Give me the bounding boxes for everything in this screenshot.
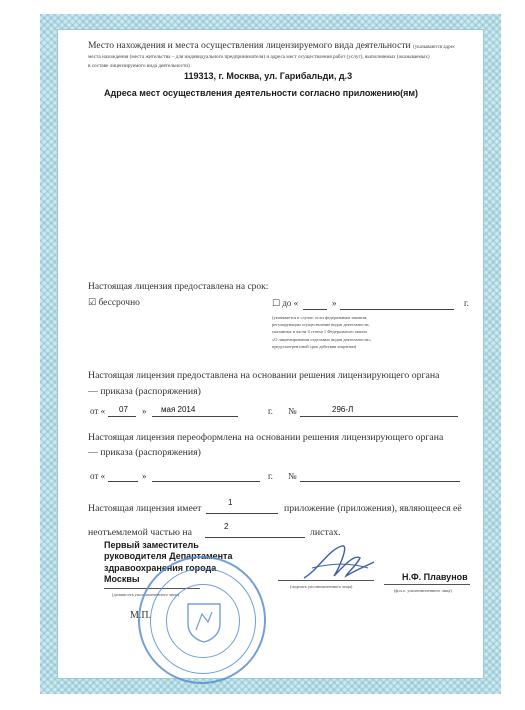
appendix-sheets-line [205,526,305,538]
until-month-line [340,298,454,310]
position-note: (должность уполномоченного лица) [112,592,180,597]
until-day-line [303,298,327,310]
basis-from-prefix: от « [90,406,106,416]
header-note-1: (указываются адрес [413,45,456,50]
term-note-line: регулирующим осуществление видов деятельности, [272,322,370,328]
term-note-line: «О лицензировании отдельных видов деятельности», [272,336,372,342]
term-note [272,314,372,350]
appendix-count-line [206,502,278,514]
seal-label: М.П. [130,610,152,621]
until-year-suffix: г. [464,298,469,308]
term-indefinite [88,298,140,308]
basis-label-1: Настоящая лицензия предоставлена на основании решения лицензирующего органа [88,370,440,381]
basis-day: 07 [119,405,128,414]
header-line1 [88,40,455,51]
reissue-from-prefix: от « [90,471,106,481]
reissue-label-2: — приказа (распоряжения) [88,447,201,458]
reissue-month-line [152,470,260,482]
appendix-text-2: приложение (приложения), являющееся её [284,503,462,514]
basis-number-line [300,405,458,417]
position-line: Первый заместитель [104,540,199,550]
addresses-line: Адреса мест осуществления деятельности согласно приложению(ям) [104,88,419,98]
indefinite-label: бессрочно [98,298,140,308]
reissue-from-close: » [142,471,147,481]
reissue-day-line [108,470,138,482]
term-label: Настоящая лицензия предоставлена на срок: [88,282,269,292]
unchecked-checkbox-icon: ☐ [272,299,281,309]
position-line: руководителя Департамента [104,551,233,562]
reissue-year-suffix: г. [268,471,273,481]
signatory-name: Н.Ф. Плавунов [402,572,468,582]
appendix-sheets: 2 [224,522,229,531]
term-note-line: (указывается в случае, если федеральным законом, [272,315,368,320]
term-note-line: предусмотрен иной срок действия лицензии) [272,343,357,349]
appendix-text-4: листах. [310,527,341,538]
position-line: здравоохранения города [104,562,217,573]
position-line: Москвы [104,574,140,585]
term-note-line: указанных в части 4 статьи 1 Федерального закона [272,329,367,335]
official-seal [138,556,266,684]
header-note-2: места нахождения (места жительства – для индивидуального предпринимателя) и адреса мест осуществления работ (услуг), выполняемых (оказываемых) [88,54,430,60]
license-address: 119313, г. Москва, ул. Гарибальди, д.3 [184,71,353,81]
basis-year-suffix: г. [268,406,273,416]
term-until [272,298,298,309]
header-note-3: в составе лицензируемого вида деятельности) [88,63,190,69]
checked-checkbox-icon: ☑ [88,298,97,308]
basis-number: 296-Л [332,405,354,414]
coat-of-arms-icon [184,600,224,644]
until-prefix: до « [282,298,299,308]
name-note: (ф.и.о. уполномоченного лица) [394,588,452,593]
basis-from-close: » [142,406,147,416]
name-underline [384,584,470,585]
basis-number-sign: № [288,406,297,416]
appendix-text-1: Настоящая лицензия имеет [88,503,202,514]
header-main-text: Место нахождения и места осуществления лицензируемого вида деятельности [88,40,411,51]
reissue-label-1: Настоящая лицензия переоформлена на основании решения лицензирующего органа [88,432,444,443]
reissue-number-line [300,470,460,482]
appendix-text-3: неотъемлемой частью на [88,527,193,538]
basis-month-year: мая 2014 [161,405,196,414]
reissue-number-sign: № [288,471,297,481]
until-mid: » [332,298,337,308]
appendix-count: 1 [228,498,233,507]
signature-underline [278,580,374,581]
sign-note: (подпись уполномоченного лица) [290,584,353,589]
basis-label-2: — приказа (распоряжения) [88,386,201,397]
